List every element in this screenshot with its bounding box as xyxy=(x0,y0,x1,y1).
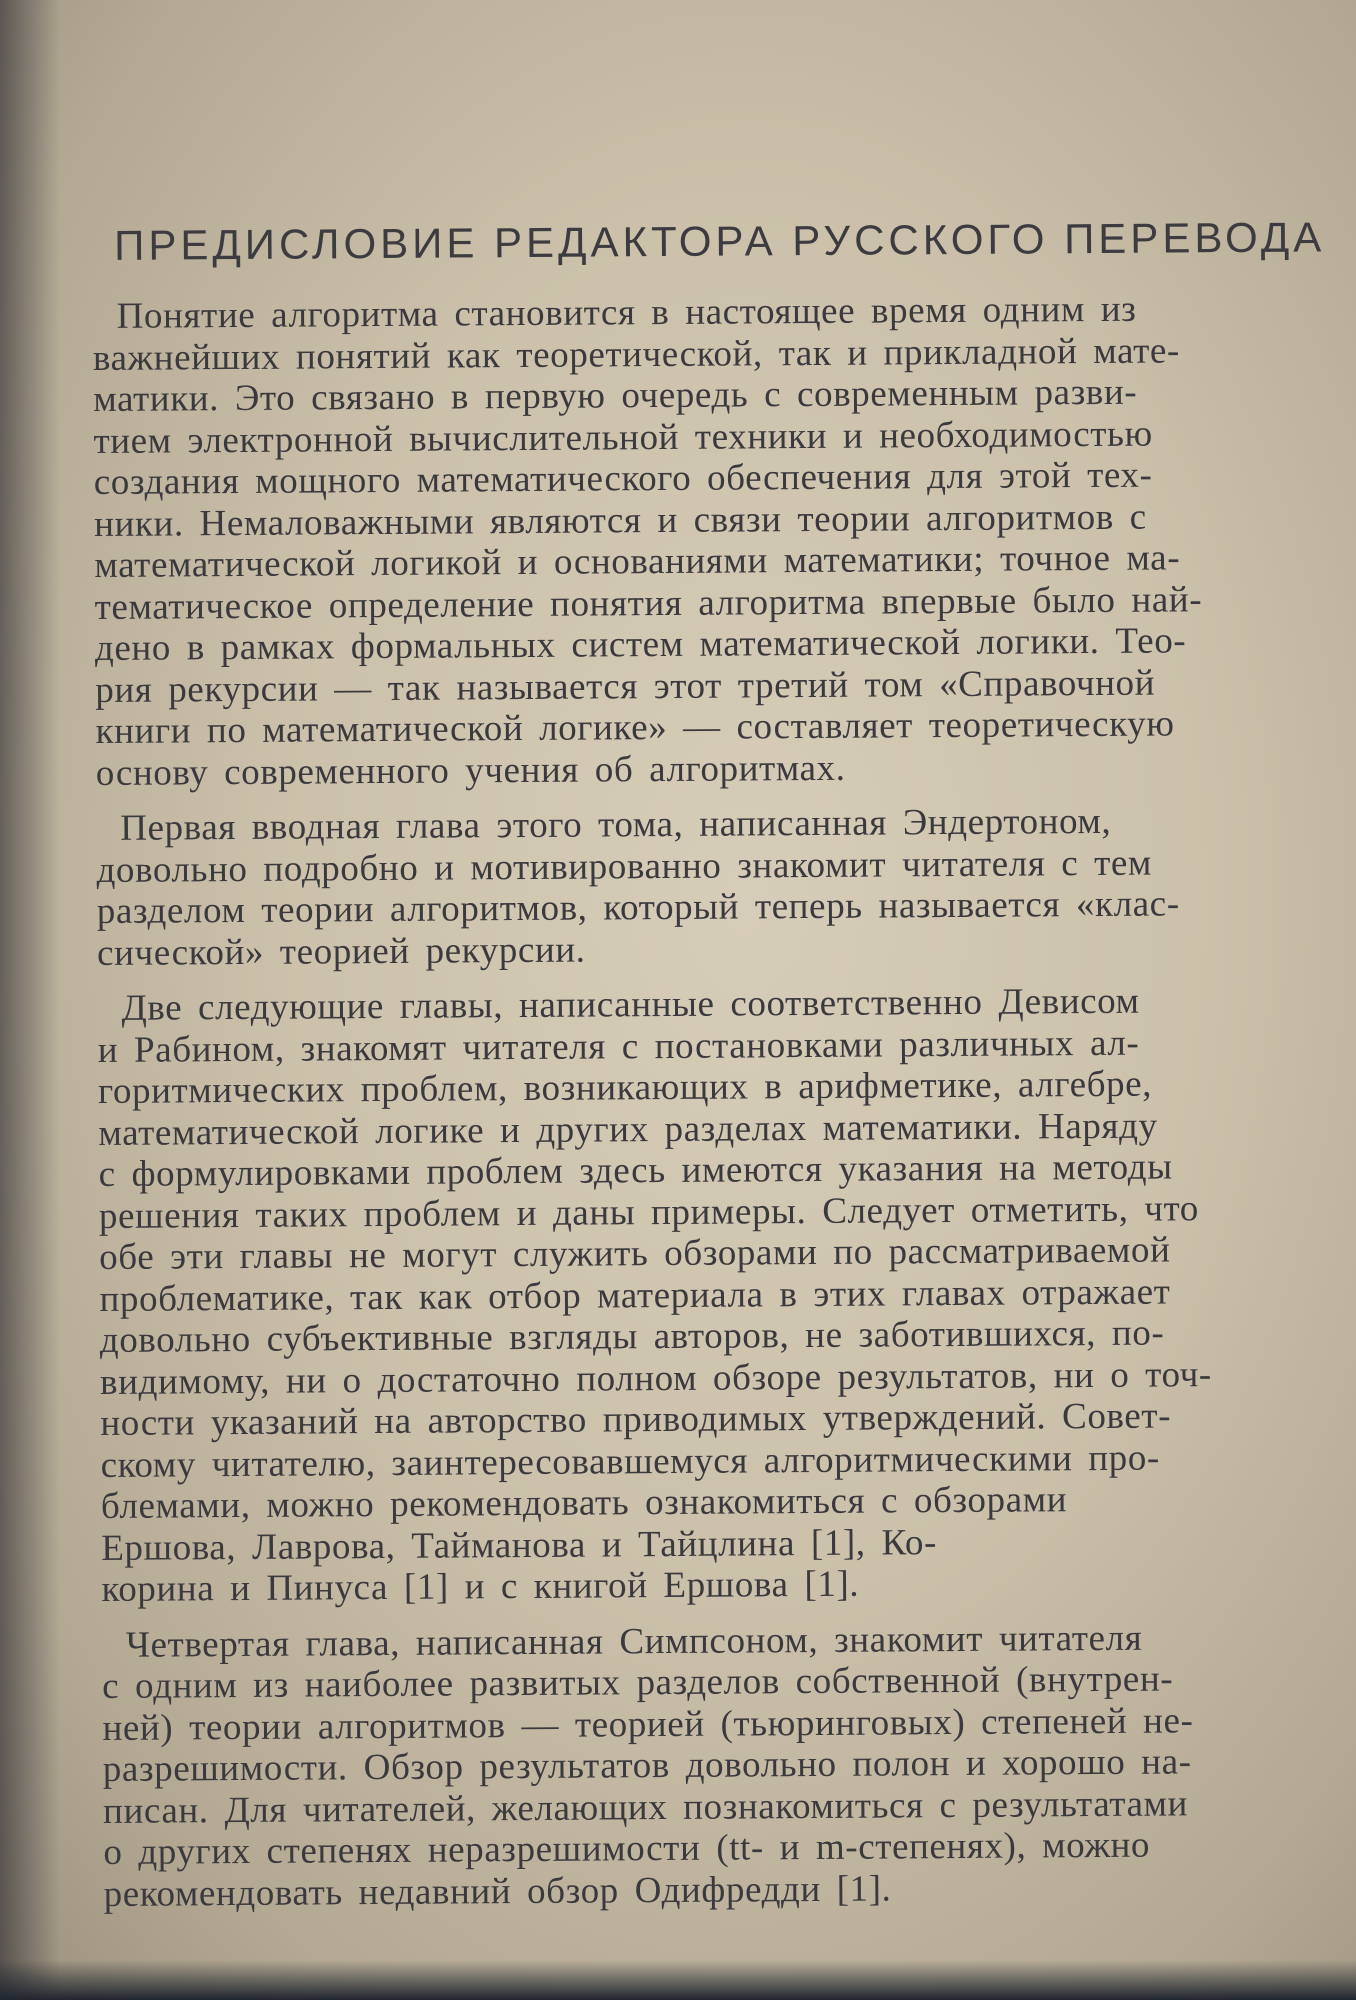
paragraph-3 xyxy=(97,980,1271,1611)
spine-shadow xyxy=(0,0,60,2000)
text-line: математической логике и других разделах математики. Наряду xyxy=(98,1105,1158,1154)
text-line: сической» теорией рекурсии. xyxy=(96,929,586,974)
text-line: блемами, можно рекомендовать ознакомиться с обзорами xyxy=(100,1479,1068,1527)
text-line: ники. Немаловажными являются и связи теории алгоритмов с xyxy=(93,496,1147,545)
text-line: довольно подробно и мотивированно знакомит читателя с тем xyxy=(96,842,1153,891)
page-title: ПРЕДИСЛОВИЕ РЕДАКТОРА РУССКОГО ПЕРЕВОДА xyxy=(113,213,1326,269)
text-line: ности указаний на авторство приводимых утверждений. Совет- xyxy=(100,1395,1172,1444)
page-bottom-edge xyxy=(0,1960,1356,2000)
paragraph-4 xyxy=(102,1616,1274,1915)
text-line: Ершова, Лаврова, Тайманова и Тайцлина [1], Ко- xyxy=(101,1521,938,1569)
text-line: рия рекурсии — так называется этот третий том «Справочной xyxy=(95,662,1156,711)
text-line: Четвертая глава, написанная Симпсоном, знакомит читателя xyxy=(125,1617,1143,1666)
text-line: создания мощного математического обеспечения для этой тех- xyxy=(93,454,1153,503)
text-line: довольно субъективные взгляды авторов, не заботившихся, по- xyxy=(99,1312,1165,1361)
text-line: важнейших понятий как теоретической, так и прикладной мате- xyxy=(92,329,1180,379)
text-line: решения таких проблем и даны примеры. Следует отметить, что xyxy=(98,1187,1200,1237)
text-line: разделом теории алгоритмов, который теперь называется «клас- xyxy=(96,883,1180,932)
text-line: обе эти главы не могут служить обзорами по рассматриваемой xyxy=(99,1229,1171,1278)
text-line: с одним из наиболее развитых разделов собственной (внутрен- xyxy=(102,1658,1174,1707)
text-line: Первая вводная глава этого тома, написанная Эндертоном, xyxy=(120,800,1112,849)
text-line: Две следующие главы, написанные соответственно Девисом xyxy=(121,980,1140,1029)
text-line: горитмических проблем, возникающих в арифметике, алгебре, xyxy=(97,1063,1153,1112)
text-line: математической логикой и основаниями математики; точное ма- xyxy=(94,537,1181,586)
text-line: дено в рамках формальных систем математической логики. Тео- xyxy=(94,620,1187,669)
text-line: с формулировками проблем здесь имеются указания на методы xyxy=(98,1146,1173,1195)
text-line: и Рабином, знакомят читателя с постановками различных ал- xyxy=(97,1022,1140,1071)
paragraph-1 xyxy=(93,288,1266,794)
text-line: видимому, ни о достаточно полном обзоре результатов, ни о точ- xyxy=(99,1353,1212,1403)
text-line: писан. Для читателей, желающих познакомиться с результатами xyxy=(102,1782,1189,1832)
text-line: тематическое определение понятия алгоритма впервые было най- xyxy=(94,578,1203,628)
text-line: корина и Пинуса [1] и с книгой Ершова [1]. xyxy=(101,1563,860,1610)
text-line: матики. Это связано в первую очередь с современным разви- xyxy=(93,371,1138,420)
text-line: ней) теории алгоритмов — теорией (тьюринговых) степеней не- xyxy=(102,1699,1194,1749)
text-line: Понятие алгоритма становится в настоящее время одним из xyxy=(116,288,1137,337)
page-text xyxy=(92,213,1326,1929)
text-line: скому читателю, заинтересовавшемуся алгоритмическими про- xyxy=(100,1437,1160,1486)
paragraph-2 xyxy=(96,800,1267,974)
text-line: основу современного учения об алгоритмах. xyxy=(95,747,846,794)
text-line: разрешимости. Обзор результатов довольно полон и хорошо на- xyxy=(102,1741,1192,1790)
text-line: книги по математической логике» — составляет теоретическую xyxy=(95,703,1175,752)
text-line: тием электронной вычислительной техники и необходимостью xyxy=(93,413,1153,462)
text-line: проблематике, так как отбор материала в этих главах отражает xyxy=(99,1270,1171,1320)
text-line: рекомендовать недавний обзор Одифредди [1]. xyxy=(103,1867,892,1915)
text-line: о других степенях неразрешимости (tt- и m-степенях), можно xyxy=(103,1824,1151,1873)
